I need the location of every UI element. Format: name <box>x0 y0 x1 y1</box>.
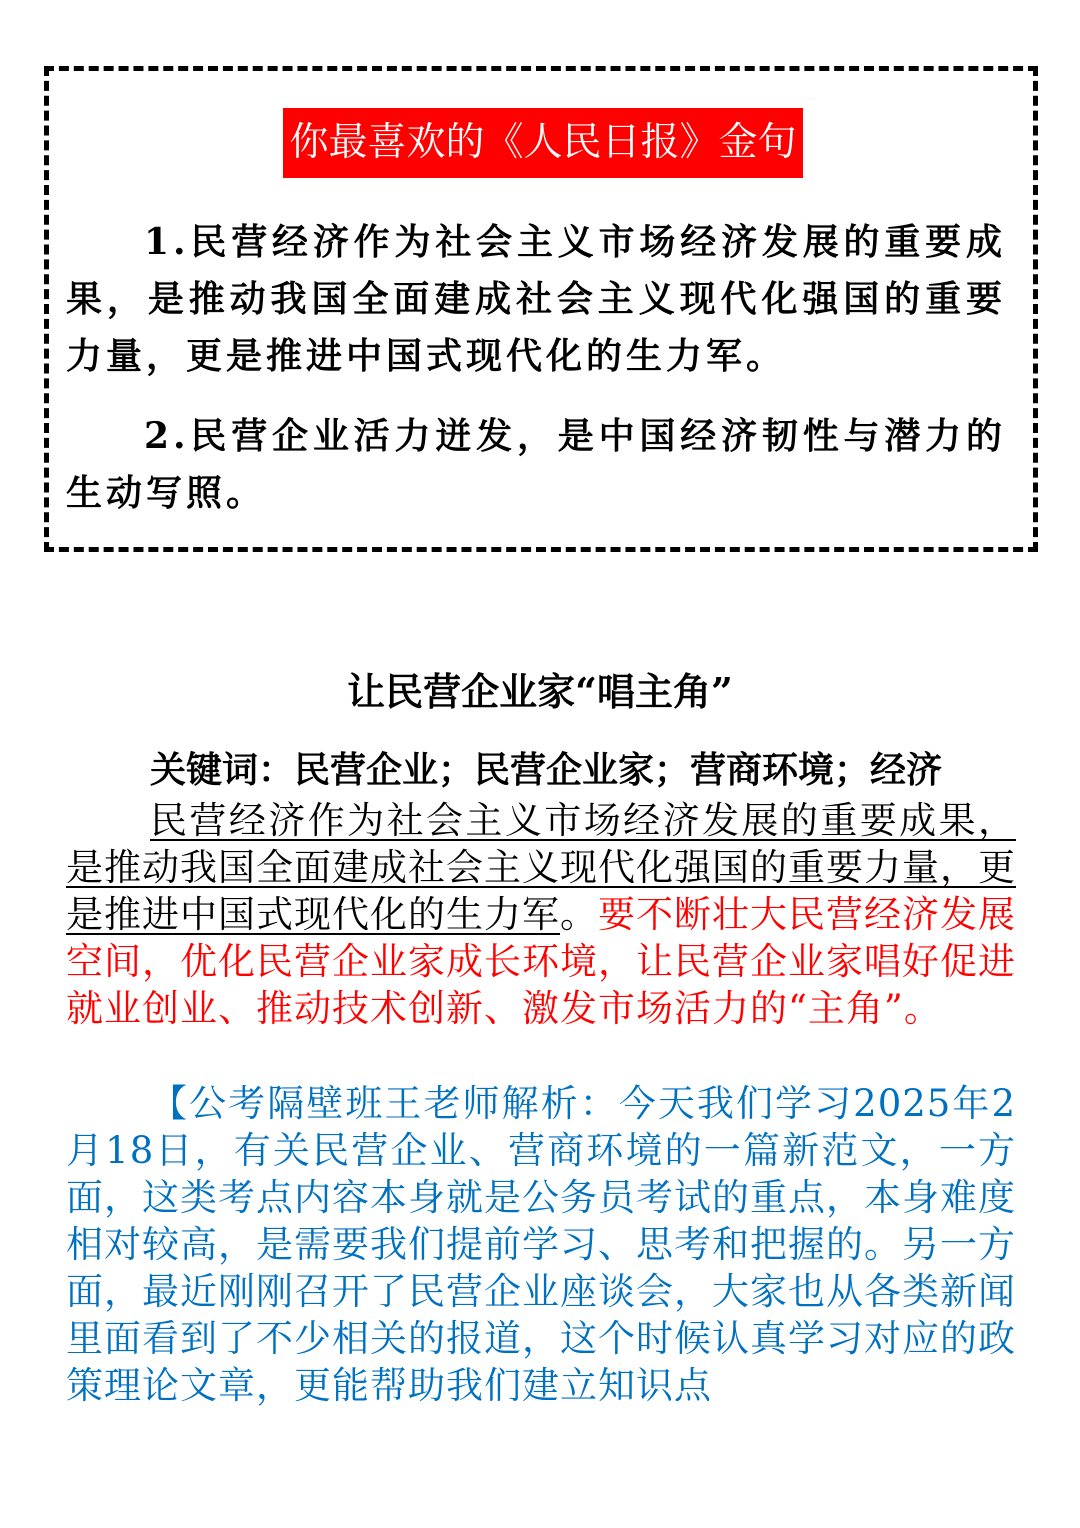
quote-box-title: 你最喜欢的《人民日报》金句 <box>283 108 803 178</box>
red-emphasis-text: 要不断壮大民营经济发展空间，优化民营企业家成长环境，让民营企业家唱好促进就业创业、推动技术创新、激发市场活力的“主角”。 <box>66 893 1016 1030</box>
quote-item-2: 2.民营企业活力迸发，是中国经济韧性与潜力的生动写照。 <box>66 415 1006 514</box>
teacher-analysis: 【公考隔壁班王老师解析：今天我们学习2025年2月18日，有关民营企业、营商环境的一篇新范文，一方面，这类考点内容本身就是公务员考试的重点，本身难度相对较高，是需要我们提前学习、思考和把握的。另一方面，最近刚刚召开了民营企业座谈会，大家也从各类新闻里面看到了不少相关的报道，这个时候认真学习对应的政策理论文章，更能帮助我们建立知识点 <box>66 1082 1016 1407</box>
sentence-period: 。 <box>560 893 598 936</box>
article-keywords: 关键词：民营企业；民营企业家；营商环境；经济 <box>150 749 943 791</box>
article-title: 让民营企业家“唱主角” <box>347 669 733 714</box>
underlined-key-sentence: 民营经济作为社会主义市场经济发展的重要成果，是推动我国全面建成社会主义现代化强国的重要力量，更是推进中国式现代化的生力军 <box>66 799 1016 936</box>
article-body-paragraph <box>66 797 1016 1032</box>
quote-item-1: 1.民营经济作为社会主义市场经济发展的重要成果，是推动我国全面建成社会主义现代化强国的重要力量，更是推进中国式现代化的生力军。 <box>66 221 1006 377</box>
